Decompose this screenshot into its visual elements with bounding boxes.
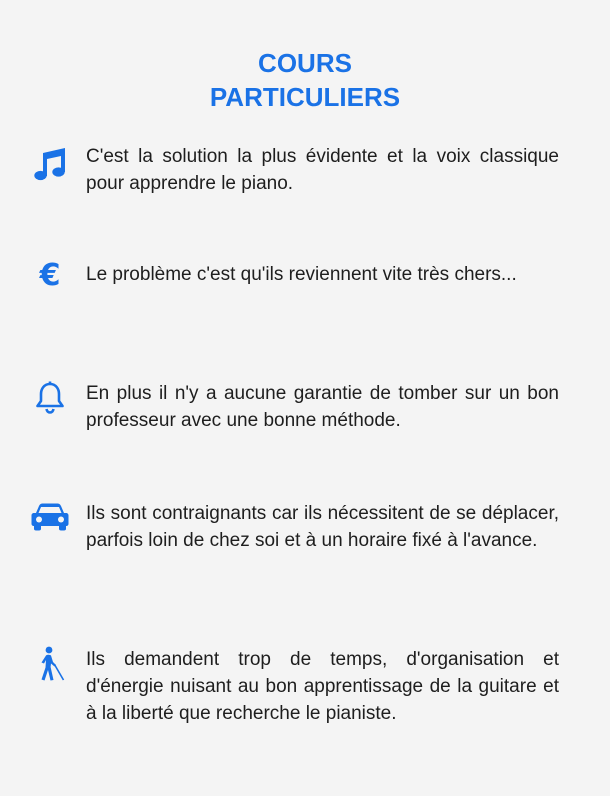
- item-text: Le problème c'est qu'ils reviennent vite très chers...: [86, 264, 517, 285]
- item-text: C'est la solution la plus évidente et la voix classique pour apprendre le piano.: [86, 146, 559, 194]
- item-text: Ils sont contraignants car ils nécessitent de se déplacer, parfois loin de chez soi et à un horaire fixé à l'avance.: [86, 503, 559, 551]
- list-item-music: [30, 143, 560, 203]
- list-item-price: [30, 258, 560, 321]
- music-note-icon: [30, 147, 70, 181]
- list-item-time: [30, 646, 560, 736]
- title-line-2: PARTICULIERS: [209, 82, 401, 112]
- euro-icon: €: [39, 258, 61, 293]
- title-line-1: COURS: [258, 48, 352, 78]
- blind-person-icon: [30, 646, 70, 682]
- car-icon: [30, 503, 70, 531]
- bell-icon: [30, 380, 70, 414]
- list-item-guarantee: [30, 380, 560, 440]
- item-text: Ils demandent trop de temps, d'organisation et d'énergie nuisant au bon apprentissage de la guitare et à la liberté que recherche le pianiste.: [86, 649, 559, 724]
- list-item-travel: [30, 500, 560, 590]
- page-title: [0, 46, 610, 114]
- item-text: En plus il n'y a aucune garantie de tomber sur un bon professeur avec une bonne méthode.: [86, 383, 559, 431]
